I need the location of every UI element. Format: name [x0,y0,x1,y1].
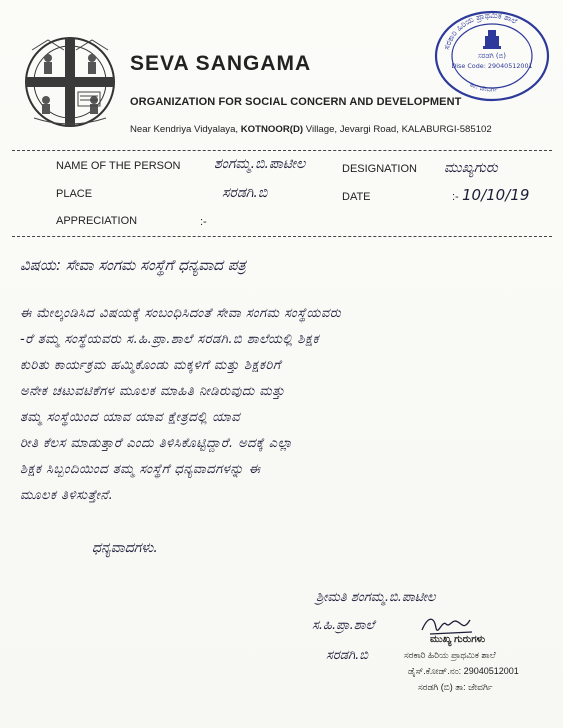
letter-line: ತಮ್ಮ ಸಂಸ್ಥೆಯಿಂದ ಯಾವ ಯಾವ ಕ್ಷೇತ್ರದಲ್ಲಿ ಯಾವ [20,410,241,425]
address-suffix: Village, Jevargi Road, KALABURGI-585102 [303,124,492,135]
header-divider [12,150,552,151]
place-value: ಸರಡಗಿ.ಬಿ [222,185,268,201]
seal-bottom-text: ತಾ: ಜೇವರ್ಗಿ [468,80,499,94]
place-label: PLACE [56,188,93,200]
designation-label: DESIGNATION [342,163,417,175]
organization-tagline: ORGANIZATION FOR SOCIAL CONCERN AND DEVELOPMENT [130,96,462,108]
seal-dise-code: Dise Code: 29040512001 [451,62,533,70]
letter-line: ಕುರಿತು ಕಾರ್ಯಕ್ರಮ ಹಮ್ಮಿಕೊಂಡು ಮಕ್ಕಳಿಗೆ ಮತ್ತು ಶಿಕ್ಷಕರಿಗೆ [20,358,281,373]
stamp-school: ಸರಕಾರಿ ಹಿರಿಯ ಪ್ರಾಥಮಿಕ ಶಾಲೆ [404,650,496,660]
svg-text:ಸರಕಾರಿ ಹಿರಿಯ ಪ್ರಾಥಮಿಕ ಶಾಲೆ [442,11,519,51]
letter-line: ರೀತಿ ಕೆಲಸ ಮಾಡುತ್ತಾರೆ ಎಂದು ತಿಳಿಸಿಕೊಟ್ಟಿದ್ದಾರೆ. ಅದಕ್ಕೆ ಎಲ್ಲಾ [20,436,293,451]
letter-line: ಮೂಲಕ ತಿಳಿಸುತ್ತೇನೆ. [20,488,114,503]
letter-line: ಈ ಮೇಲ್ಕಂಡಿಸಿದ ವಿಷಯಕ್ಕೆ ಸಂಬಂಧಿಸಿದಂತೆ ಸೇವಾ ಸಂಗಮ ಸಂಸ್ಥೆಯವರು [20,306,342,321]
seal-top-text: ಸರಕಾರಿ ಹಿರಿಯ ಪ್ರಾಥಮಿಕ ಶಾಲೆ [442,10,519,51]
svg-text:ತಾ: ಜೇವರ್ಗಿ [468,80,498,93]
address-prefix: Near Kendriya Vidyalaya, [130,124,241,135]
appreciation-label: APPRECIATION [56,215,138,227]
appreciation-colon: :- [200,216,207,228]
seal-middle-text: ಸರಡಗಿ (ಬಿ) [477,52,507,60]
seva-sangama-logo-icon [18,30,122,134]
name-label: NAME OF THE PERSON [56,160,181,172]
organization-name: SEVA SANGAMA [130,52,312,75]
address-village: KOTNOOR(D) [240,124,304,135]
letter-line: -ರೆ ತಮ್ಮ ಸಂಸ್ಥೆಯವರು ಸ.ಹಿ.ಪ್ರಾ.ಶಾಲೆ ಸರಡಗಿ.ಬಿ ಶಾಲೆಯಲ್ಲಿ ಶಿಕ್ಷಕ [20,332,320,347]
date-value: 10/10/19 [462,186,530,204]
letter-subject: ವಿಷಯ: ಸೇವಾ ಸಂಗಮ ಸಂಸ್ಥೆಗೆ ಧನ್ಯವಾದ ಪತ್ರ [20,256,246,274]
stamp-dise-code: ಡೈಸ್.ಕೋಡ್.ನಂ: 29040512001 [408,666,519,676]
letter-line: ಶಿಕ್ಷಕ ಸಿಬ್ಬಂದಿಯಿಂದ ತಮ್ಮ ಸಂಸ್ಥೆಗೆ ಧನ್ಯವಾದಗಳನ್ನು ಈ [20,462,261,477]
school-seal-stamp-icon [430,6,554,104]
letter-line: ಅನೇಕ ಚಟುವಟಿಕೆಗಳ ಮೂಲಕ ಮಾಹಿತಿ ನೀಡಿರುವುದು ಮತ್ತು [20,384,285,399]
name-value: ಶಂಗಮ್ಮ.ಬಿ.ಪಾಟೀಲ [214,156,306,172]
designation-value: ಮುಖ್ಯಗುರು [444,160,498,176]
organization-address [130,124,492,135]
date-label: DATE [342,191,371,203]
form-divider [12,236,552,237]
letter-closing: ಧನ್ಯವಾದಗಳು. [92,540,158,556]
signature-village: ಸರಡಗಿ.ಬಿ [326,648,369,663]
signature-school: ಸ.ಹಿ.ಪ್ರಾ.ಶಾಲೆ [312,618,375,633]
signature-name: ಶ್ರೀಮತಿ ಶಂಗಮ್ಮ.ಬಿ.ಪಾಟೀಲ [316,590,436,605]
date-colon: :- [452,191,459,203]
stamp-title: ಮುಖ್ಯ ಗುರುಗಳು [430,634,486,645]
stamp-place: ಸರಡಗಿ (ಬಿ) ತಾ: ಜೇವರ್ಗಿ [418,682,493,692]
